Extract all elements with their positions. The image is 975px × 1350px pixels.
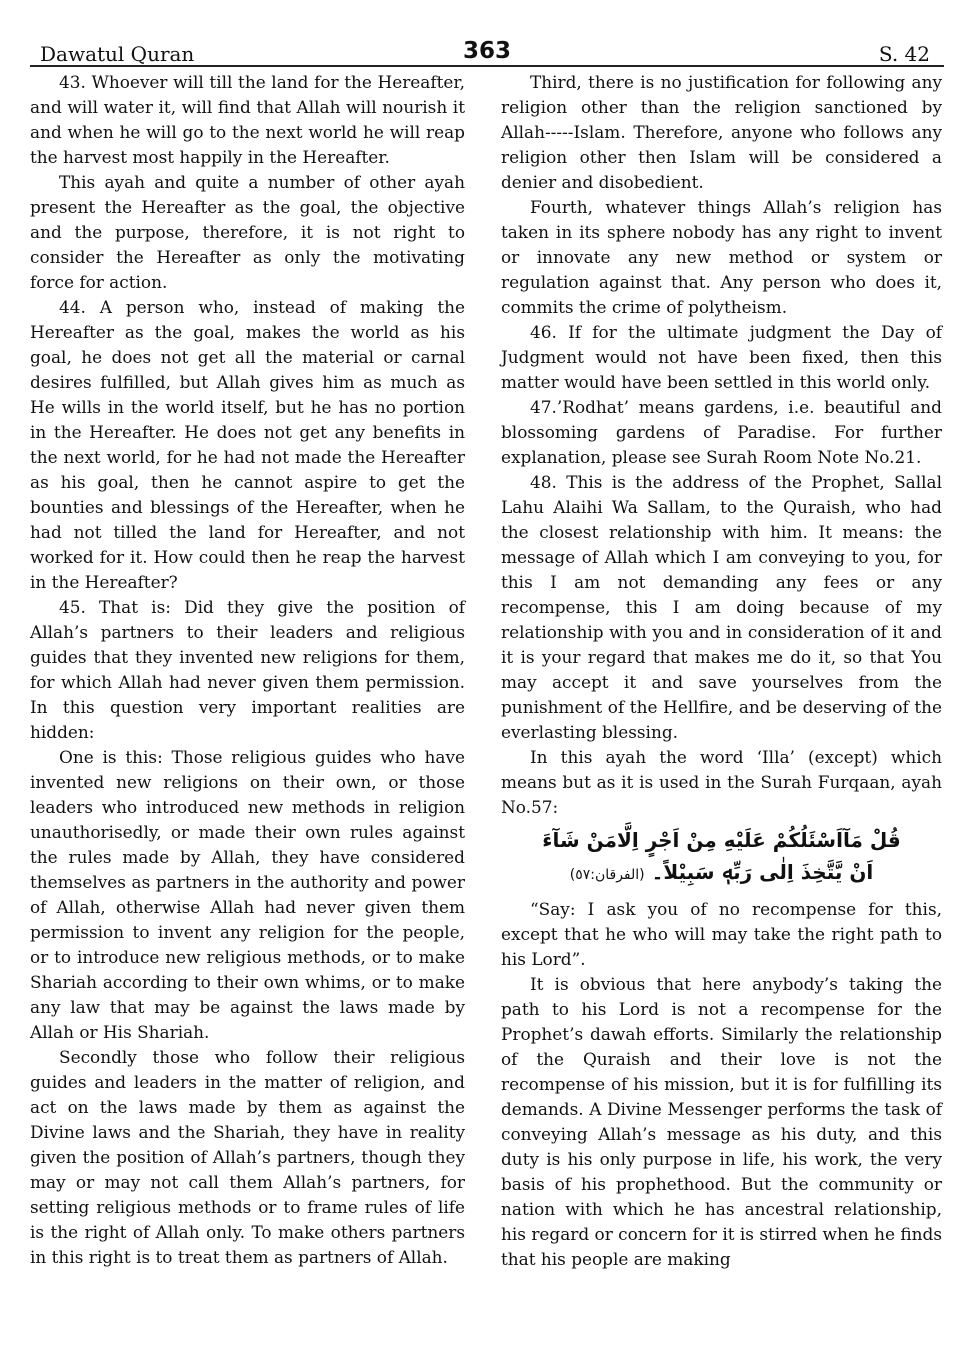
paragraph: 45. That is: Did they give the position of Allah’s partners to their leaders and religious guides that they invented new religions for them, for which Allah had never given them permission. In this question very important realities are hidden: [30,597,465,742]
paragraph: 46. If for the ultimate judgment the Day of Judgment would not have been fixed, then this matter would have been settled in this world only. [501,322,942,392]
paragraph: Fourth, whatever things Allah’s religion has taken in its sphere nobody has any right to invent or innovate any new method or system or regulation against that. Any person who does it, commits the crime of polytheism. [501,197,942,317]
paragraph: In this ayah the word ‘Illa’ (except) which means but as it is used in the Surah Furqaan, ayah No.57: [501,747,942,817]
paragraph: Third, there is no justification for following any religion other than the religion sanctioned by Allah-----Islam. Therefore, anyone who follows any religion other then Islam will be considered a denier and disobedient. [501,72,942,192]
paragraph: 48. This is the address of the Prophet, Sallal Lahu Alaihi Wa Sallam, to the Quraish, who had the closest relationship with him. It means: the message of Allah which I am conveying to you, for this I am not demanding any fees or any recompense, this I am doing because of my relationship with you and in consideration of it and it is your regard that makes me do it, so that You may accept it and save yourselves from the punishment of the Hellfire, and be deserving of the everlasting blessing. [501,472,942,742]
paragraph: This ayah and quite a number of other ayah present the Hereafter as the goal, the objective and the purpose, therefore, it is not right to consider the Hereafter as only the motivating force for action. [30,172,465,292]
arabic-verse-line-2 [531,856,912,891]
paragraph: It is obvious that here anybody’s taking the path to his Lord is not a recompense for the Prophet’s dawah efforts. Similarly the relationship of the Quraish and their love is not the recompense of his mission, but it is for fulfilling its demands. A Divine Messenger performs the task of conveying Allah’s message as his duty, and this duty is his only purpose in life, his work, the very basis of his prophethood. But the community or nation with which he has ancestral relationship, his regard or concern for it is stirred when he finds that his people are making [501,974,942,1269]
arabic-verse [531,824,912,891]
header-rule [30,65,944,67]
left-column [30,70,465,1270]
verse-reference: (الفرقان:٥٧) [569,867,645,883]
paragraph: 44. A person who, instead of making the Hereafter as the goal, makes the world as his goal, he does not get all the material or carnal desires fulfilled, but Allah gives him as much as He wills in the world itself, but he has no portion in the Hereafter. He does not get any benefits in the next world, for he had not made the Hereafter as his goal, then he cannot aspire to get the bounties and blessings of the Hereafter, when he had not tilled the land for Hereafter, and not worked for it. How could then he reap the harvest in the Hereafter? [30,297,465,592]
verse-translation: “Say: I ask you of no recompense for this, except that he who will may take the right path to his Lord”. [501,899,942,969]
paragraph: Secondly those who follow their religious guides and leaders in the matter of religion, and act on the laws made by them as against the Divine laws and the Shariah, they have in reality given the position of Allah’s partners, though they may or may not call them Allah’s partners, for setting religious methods or to frame rules of life is the right of Allah only. To make others partners in this right is to treat them as partners of Allah. [30,1047,465,1267]
right-column [501,70,942,1272]
paragraph: 43. Whoever will till the land for the Hereafter, and will water it, will find that Allah will nourish it and when he will go to the next world he will reap the harvest most happily in the Hereafter. [30,72,465,167]
arabic-verse-text: اَنْ يَّتَّخِذَ اِلٰى رَبِّهٖ سَبِيْلاً۔ [651,860,874,884]
page-number: 363 [462,38,511,64]
paragraph: One is this: Those religious guides who have invented new religions on their own, or those leaders who introduced new methods in religion unauthorisedly, or made their own rules against the rules made by Allah, they have considered themselves as partners in the authority and power of Allah, otherwise Allah had never given them permission to invent any religion for the people, or to introduce new religious methods, or to make Shariah according to their own whims, or to make any law that may be against the laws made by Allah or His Shariah. [30,747,465,1042]
surah-indicator: S. 42 [878,42,930,66]
book-title: Dawatul Quran [40,42,195,66]
arabic-verse-line-1: قُلْ مَآاَسْئَلُكُمْ عَلَيْهِ مِنْ اَجْرٍ اِلَّامَنْ شَآءَ [542,828,901,852]
page-header [30,38,944,68]
paragraph: 47.’Rodhat’ means gardens, i.e. beautiful and blossoming gardens of Paradise. For further explanation, please see Surah Room Note No.21. [501,397,942,467]
